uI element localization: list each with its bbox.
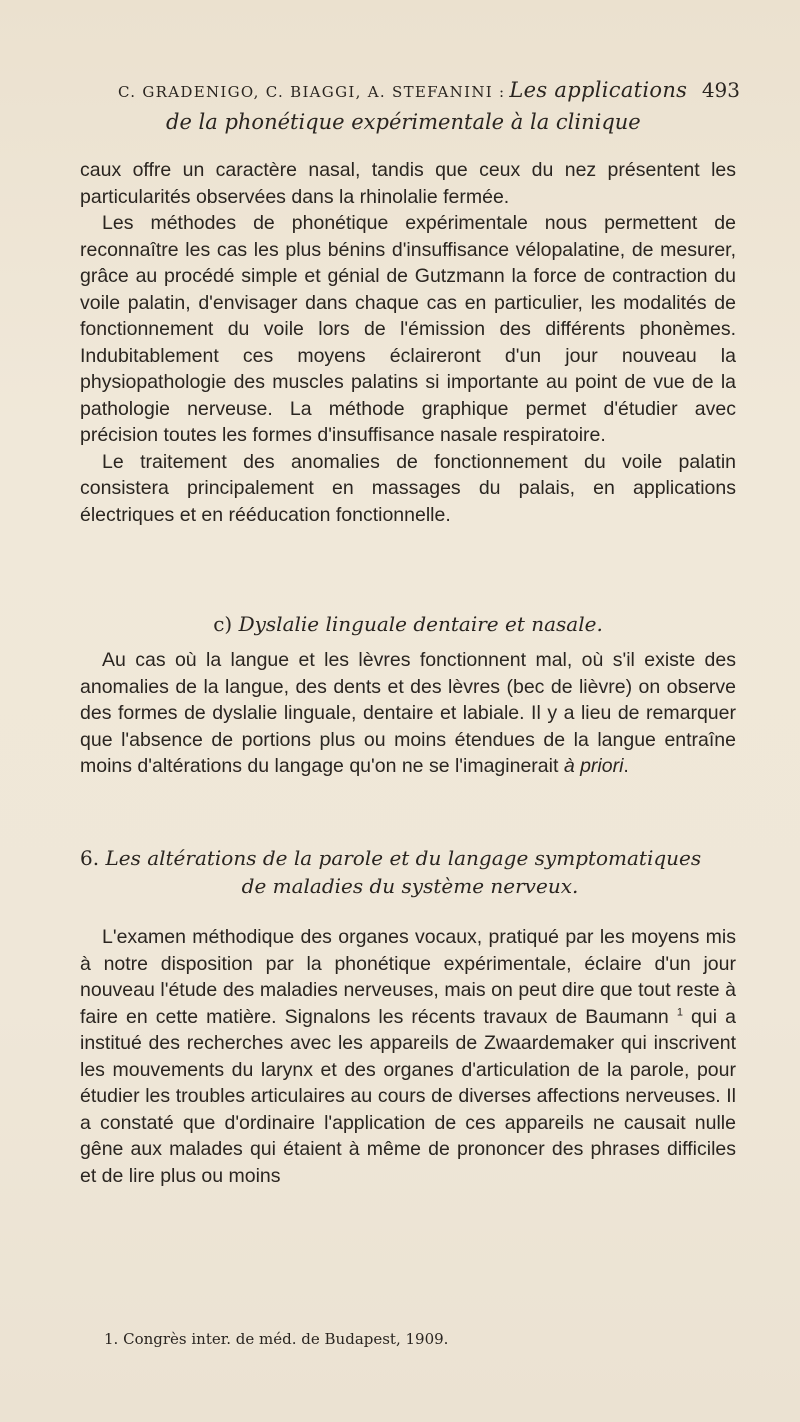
- section-heading: [80, 844, 740, 900]
- section-number: 6.: [80, 846, 100, 870]
- paragraph-dyslalie: [80, 647, 736, 780]
- header-authors: C. GRADENIGO, C. BIAGGI, A. STEFANINI :: [118, 83, 506, 101]
- section-title-line1: [80, 844, 740, 872]
- subsection-label: c): [213, 612, 233, 636]
- text-block-dyslalie: [80, 647, 736, 780]
- subsection-heading: [80, 610, 736, 638]
- paragraph-methodes: Les méthodes de phonétique expérimentale nous permettent de reconnaître les cas les plus bénins d'insuffisance vélopalatine, de mesurer, grâce au procédé simple et génial de Gutzmann la force de contraction du voile palatin, d'envisager dans chaque cas en particulier, les modalités de fonctionnement du voile lors de l'émission des différents phonèmes. Indubitablement ces moyens éclaireront d'un jour nouveau la physiopathologie des muscles palatins si importante au point de vue de la pathologie nerveuse. La méthode graphique permet d'étudier avec précision toutes les formes d'insuffisance nasale respiratoire.: [80, 212, 736, 446]
- page-number: 493: [701, 78, 740, 102]
- footnote-reference: 1: [676, 1006, 683, 1018]
- paragraph-traitement: Le traitement des anomalies de fonctionnement du voile palatin consistera principalement en massages du palais, en applications électriques et en rééducation fonctionnelle.: [80, 450, 736, 526]
- header-title-part1: Les applications: [509, 78, 688, 102]
- dyslalie-text: Au cas où la langue et les lèvres fonctionnent mal, où s'il existe des anomalies de la langue, des dents et des lèvres (bec de lièvre) on observe des formes de dyslalie linguale, dentaire et labiale. Il y a lieu de remarquer que l'absence de portions plus ou moins étendues de la langue entraîne moins d'altérations du langage qu'on ne se l'imaginerait: [80, 649, 736, 777]
- examen-text-before: L'examen méthodique des organes vocaux, pratiqué par les moyens mis à notre disposition par la phonétique expérimentale, éclaire d'un jour nouveau l'étude des maladies nerveuses, mais on peut dire que tout reste à faire en cette matière. Signalons les récents travaux de Baumann: [80, 926, 736, 1028]
- examen-text-after: qui a institué des recherches avec les appareils de Zwaardemaker qui inscrivent les mouvements du larynx et des organes d'articulation de la parole, pour étudier les troubles articulaires au cours de diverses affections nerveuses. Il a constaté que d'ordinaire l'application de ces appareils ne causait nulle gêne aux malades qui étaient à même de prononcer des phrases difficiles et de lire plus ou moins: [80, 1005, 736, 1187]
- paragraph-examen: [80, 924, 736, 1189]
- section-title-line1-text: Les altérations de la parole et du langage symptomatiques: [105, 846, 702, 870]
- footnote: [104, 1328, 734, 1350]
- subsection-title: Dyslalie linguale dentaire et nasale.: [238, 612, 603, 636]
- dyslalie-end: .: [623, 755, 629, 777]
- text-block-examen: [80, 924, 736, 1189]
- running-header: [80, 74, 740, 138]
- dyslalie-emphasis: à priori: [563, 755, 624, 777]
- footnote-text: Congrès inter. de méd. de Budapest, 1909.: [123, 1330, 449, 1348]
- section-title-line2: de maladies du système nerveux.: [241, 874, 579, 898]
- footnote-number: 1.: [104, 1330, 119, 1348]
- header-title-part2: de la phonétique expérimentale à la clinique: [166, 110, 641, 134]
- paragraph-continued: caux offre un caractère nasal, tandis que ceux du nez présentent les particularités observées dans la rhinolalie fermée.: [80, 159, 736, 208]
- text-block-top: [80, 157, 736, 528]
- header-line-authors: [118, 74, 740, 106]
